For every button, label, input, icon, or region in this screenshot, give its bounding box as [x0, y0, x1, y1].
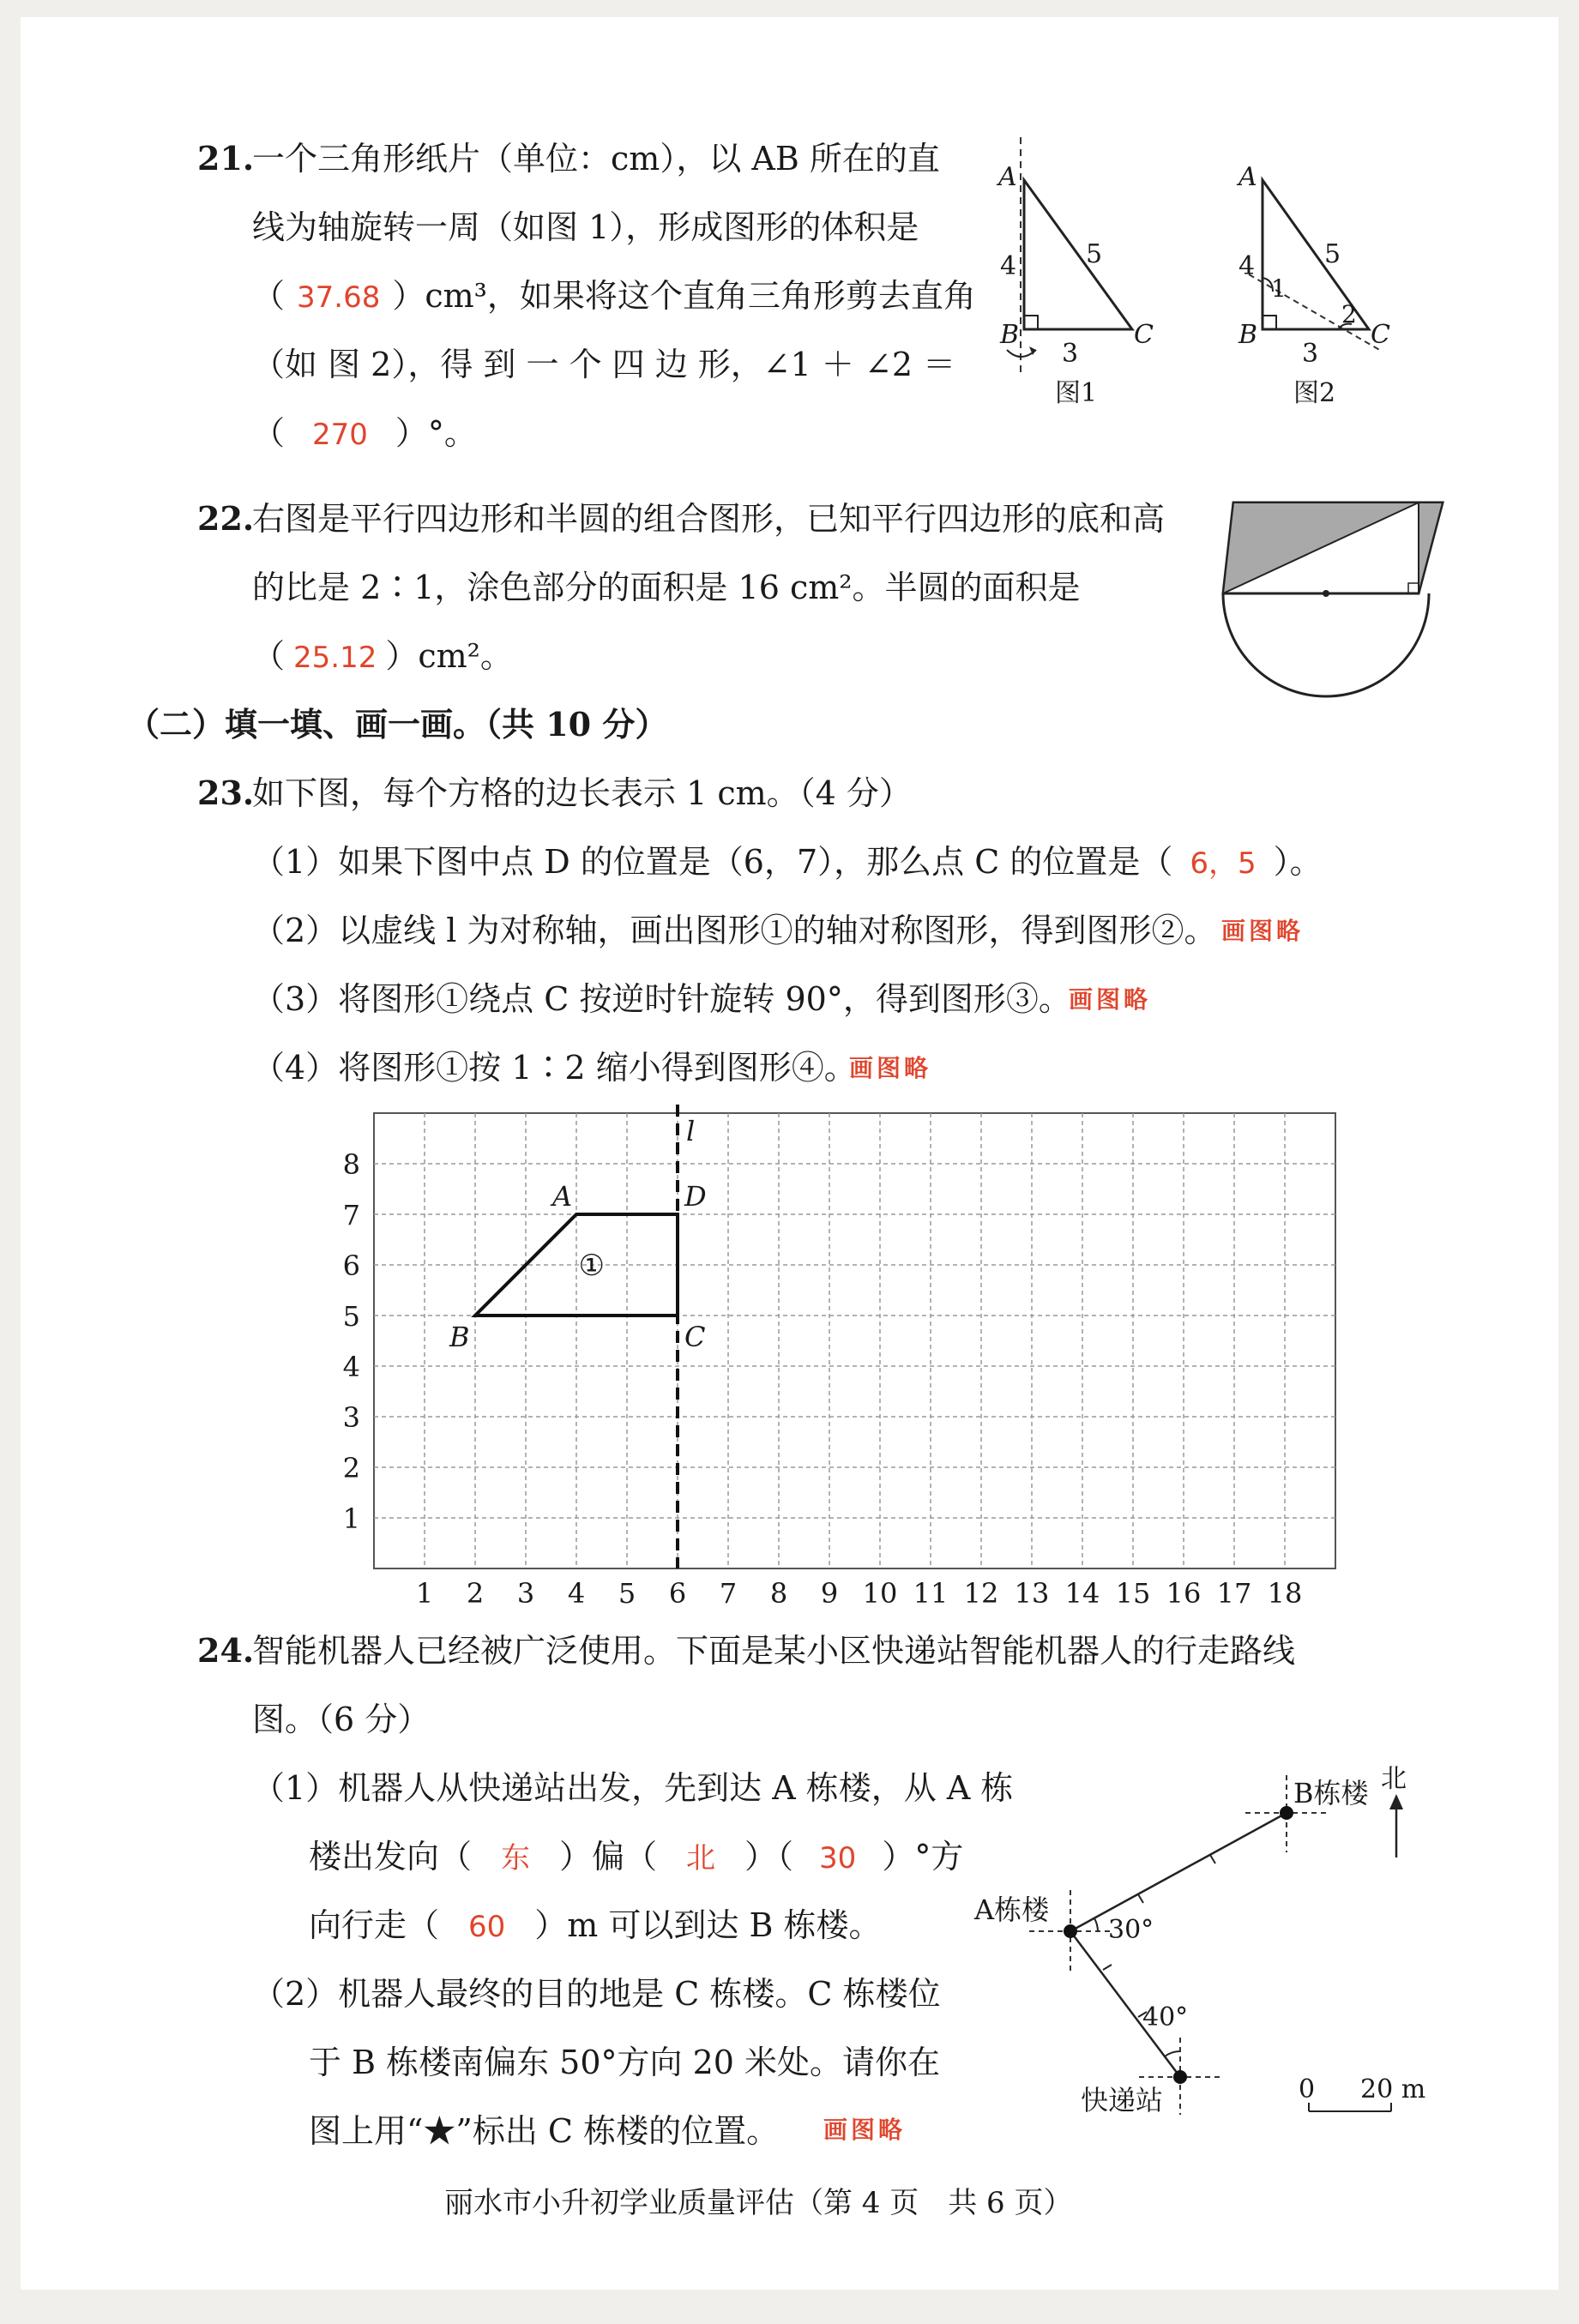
q22-number: 22. [197, 499, 255, 538]
q24-part2-line1: （2）机器人最终的目的地是 C 栋楼。C 栋楼位 [252, 1975, 941, 2013]
q23-part4: （4）将图形①按 1∶2 缩小得到图形④。 [252, 1049, 857, 1087]
point-d-label: D [684, 1180, 707, 1213]
x-tick-label: 6 [668, 1577, 687, 1610]
q24-answer-east: 东 [501, 1841, 531, 1875]
q23-part3: （3）将图形①绕点 C 按逆时针旋转 90°，得到图形③。 [252, 980, 1071, 1018]
q22-answer: 25.12 [293, 641, 377, 675]
x-tick-label: 14 [1064, 1577, 1100, 1610]
q21-figure-1 [996, 137, 1154, 408]
q22-line2: 的比是 2∶1，涂色部分的面积是 16 cm²。半圆的面积是 [252, 569, 1081, 606]
q24-part2-answer: 画图略 [823, 2116, 907, 2144]
x-tick-label: 18 [1267, 1577, 1303, 1610]
shape-1-label: ① [578, 1249, 605, 1283]
fig2-caption: 图2 [1293, 378, 1336, 408]
x-tick-label: 16 [1166, 1577, 1202, 1610]
exam-page [21, 17, 1558, 2290]
q23-part2: （2）以虚线 l 为对称轴，画出图形①的轴对称图形，得到图形②。 [252, 912, 1217, 949]
fig2-label-a: A [1238, 162, 1257, 192]
q23-part1-answer: 6，5 [1190, 846, 1257, 881]
q21-line4: （如 图 2），得 到 一 个 四 边 形，∠1 ＋ ∠2 ＝ [252, 346, 956, 383]
x-tick-label: 11 [913, 1577, 949, 1610]
x-tick-label: 1 [415, 1577, 434, 1610]
y-tick-label: 8 [342, 1148, 360, 1181]
map-scale-zero: 0 [1299, 2074, 1316, 2104]
map-scale-value: 20 m [1360, 2074, 1426, 2104]
x-tick-label: 17 [1216, 1577, 1252, 1610]
q24-line1: 智能机器人已经被广泛使用。下面是某小区快递站智能机器人的行走路线 [252, 1632, 1296, 1670]
q21-figure-2 [1236, 162, 1390, 408]
q24-part2-line3: 图上用“★”标出 C 栋楼的位置。 [309, 2112, 780, 2150]
figures-layer [21, 17, 1558, 2290]
q23-part1: （1）如果下图中点 D 的位置是（6，7），那么点 C 的位置是（ 6，5 ）。 [252, 843, 1323, 881]
q24-line2: 图。（6 分） [252, 1701, 431, 1738]
fig1-side-bc: 3 [1062, 339, 1079, 369]
q21-line3: （ 37.68 ）cm³，如果将这个直角三角形剪去直角 [252, 277, 976, 315]
map-a-label: A栋楼 [974, 1894, 1050, 1926]
map-north-label: 北 [1381, 1764, 1407, 1794]
fig1-caption: 图1 [1055, 378, 1098, 408]
point-a-label: A [552, 1180, 573, 1213]
fig2-angle-1: 1 [1271, 274, 1287, 303]
q21-number: 21. [197, 139, 255, 178]
map-angle-station: 40° [1142, 2002, 1189, 2032]
q21-line5: （ 270 ）°。 [252, 414, 477, 452]
x-tick-label: 3 [516, 1577, 535, 1610]
q21-answer-volume: 37.68 [297, 280, 381, 315]
x-tick-label: 12 [963, 1577, 999, 1610]
fig2-angle-2: 2 [1341, 300, 1357, 328]
map-b-label: B栋楼 [1293, 1777, 1369, 1809]
fig2-label-c: C [1371, 320, 1390, 350]
point-c-label: C [684, 1321, 706, 1353]
y-tick-label: 7 [342, 1199, 360, 1231]
page-footer: 丽水市小升初学业质量评估（第 4 页 共 6 页） [444, 2186, 1073, 2220]
x-tick-label: 2 [466, 1577, 485, 1610]
q24-answer-north: 北 [686, 1841, 716, 1875]
q21-line1: 一个三角形纸片（单位：cm），以 AB 所在的直 [252, 140, 940, 178]
q24-answer-angle: 30 [819, 1841, 857, 1875]
q23-grid [343, 1105, 1335, 1610]
point-b-label: B [449, 1321, 470, 1353]
x-tick-label: 8 [769, 1577, 788, 1610]
map-station-label: 快递站 [1081, 2084, 1164, 2116]
fig1-label-b: B [1000, 320, 1020, 350]
axis-label-l: l [686, 1115, 696, 1147]
y-tick-label: 6 [342, 1249, 360, 1282]
map-angle-ab: 30° [1108, 1915, 1154, 1945]
fig2-label-b: B [1238, 320, 1258, 350]
q24-part1-line2: 楼出发向（ 东 ）偏（ 北 ）（ 30 ）°方 [309, 1838, 964, 1875]
q23-part2-answer: 画图略 [1221, 917, 1305, 945]
fig1-side-ab: 4 [1000, 251, 1017, 281]
q24-part1-line1: （1）机器人从快递站出发，先到达 A 栋楼，从 A 栋 [252, 1769, 1014, 1807]
y-tick-label: 3 [342, 1401, 360, 1434]
q24-map [973, 1764, 1425, 2116]
q23-part3-answer: 画图略 [1069, 985, 1152, 1014]
q22-line1: 右图是平行四边形和半圆的组合图形，已知平行四边形的底和高 [252, 500, 1166, 538]
q24-answer-distance: 60 [468, 1910, 506, 1944]
grid-border [374, 1113, 1335, 1568]
q21-answer-angle: 270 [312, 418, 368, 452]
x-tick-label: 9 [820, 1577, 839, 1610]
fig2-side-ab: 4 [1238, 251, 1256, 281]
q22-figure [1223, 503, 1443, 696]
q23-intro: 如下图，每个方格的边长表示 1 cm。（4 分） [252, 774, 912, 812]
q24-number: 24. [197, 1631, 255, 1670]
q23-part4-answer: 画图略 [849, 1054, 932, 1082]
section-2-title: （二）填一填、画一画。（共 10 分） [127, 705, 668, 744]
x-tick-label: 5 [618, 1577, 636, 1610]
fig2-side-bc: 3 [1302, 339, 1319, 369]
fig1-label-a: A [998, 162, 1017, 192]
y-tick-label: 2 [342, 1452, 360, 1484]
q23-number: 23. [197, 774, 255, 812]
y-tick-label: 1 [342, 1502, 360, 1535]
y-tick-label: 4 [342, 1351, 360, 1383]
x-tick-label: 4 [567, 1577, 586, 1610]
q24-part1-line3: 向行走（ 60 ）m 可以到达 B 栋楼。 [309, 1906, 882, 1944]
x-tick-label: 10 [862, 1577, 898, 1610]
x-tick-label: 13 [1014, 1577, 1050, 1610]
fig2-side-ac: 5 [1324, 239, 1341, 269]
q22-line3: （ 25.12 ）cm²。 [252, 637, 513, 675]
q21-line2: 线为轴旋转一周（如图 1），形成图形的体积是 [252, 208, 919, 246]
q24-part2-line2: 于 B 栋楼南偏东 50°方向 20 米处。请你在 [309, 2044, 941, 2081]
fig1-label-c: C [1134, 320, 1154, 350]
x-tick-label: 15 [1115, 1577, 1151, 1610]
fig1-side-ac: 5 [1086, 239, 1103, 269]
x-tick-label: 7 [719, 1577, 738, 1610]
y-tick-label: 5 [342, 1300, 360, 1333]
